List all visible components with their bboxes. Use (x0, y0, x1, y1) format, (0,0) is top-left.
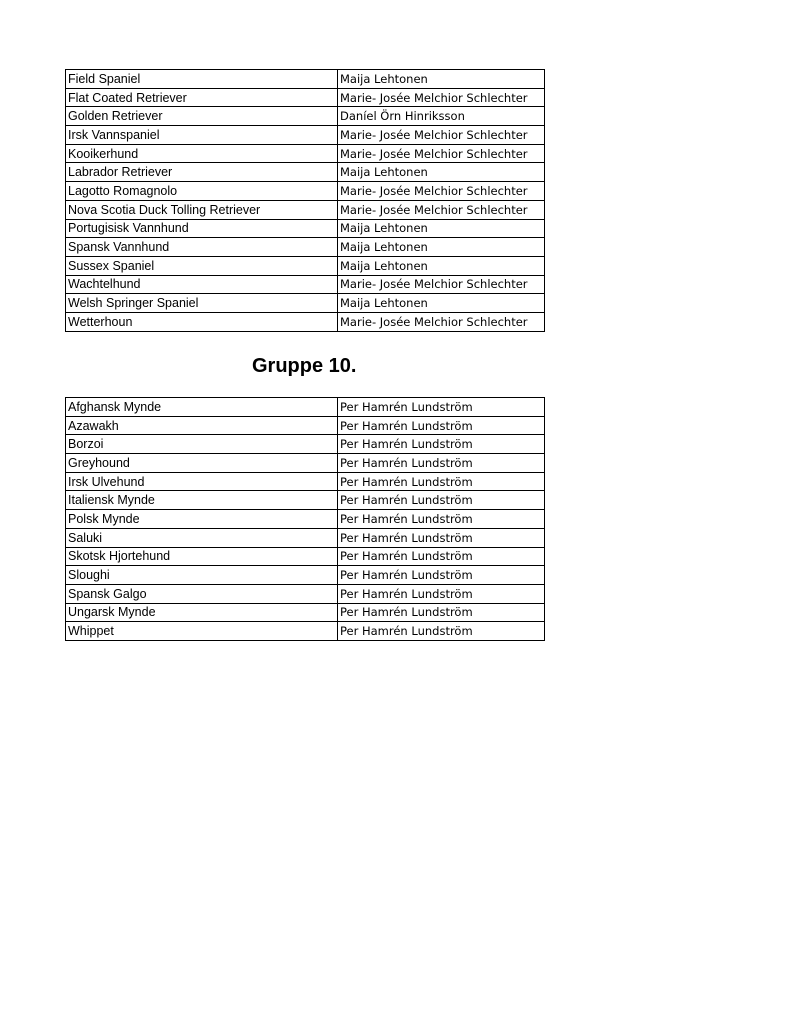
judge-cell: Marie- Josée Melchior Schlechter (338, 200, 545, 219)
breed-cell: Borzoi (66, 435, 338, 454)
judge-cell: Maija Lehtonen (338, 70, 545, 89)
table-row (66, 416, 545, 435)
judge-cell: Marie- Josée Melchior Schlechter (338, 182, 545, 201)
table-row (66, 182, 545, 201)
judge-cell: Per Hamrén Lundström (338, 435, 545, 454)
breed-cell: Saluki (66, 528, 338, 547)
judge-cell: Per Hamrén Lundström (338, 398, 545, 417)
table-body (66, 398, 545, 641)
judge-cell: Maija Lehtonen (338, 294, 545, 313)
judge-cell: Per Hamrén Lundström (338, 584, 545, 603)
breed-cell: Kooikerhund (66, 144, 338, 163)
table-row (66, 435, 545, 454)
judge-cell: Per Hamrén Lundström (338, 603, 545, 622)
table-row (66, 294, 545, 313)
table-row (66, 107, 545, 126)
table-row (66, 622, 545, 641)
table-row (66, 88, 545, 107)
breed-cell: Spansk Vannhund (66, 238, 338, 257)
breed-cell: Greyhound (66, 454, 338, 473)
breed-cell: Italiensk Mynde (66, 491, 338, 510)
breed-cell: Whippet (66, 622, 338, 641)
judge-cell: Marie- Josée Melchior Schlechter (338, 144, 545, 163)
breed-cell: Irsk Vannspaniel (66, 126, 338, 145)
breed-cell: Wachtelhund (66, 275, 338, 294)
table-row (66, 200, 545, 219)
breed-cell: Irsk Ulvehund (66, 472, 338, 491)
judge-cell: Marie- Josée Melchior Schlechter (338, 126, 545, 145)
breed-cell: Nova Scotia Duck Tolling Retriever (66, 200, 338, 219)
table-row (66, 238, 545, 257)
judge-cell: Per Hamrén Lundström (338, 547, 545, 566)
judge-cell: Per Hamrén Lundström (338, 528, 545, 547)
table-row (66, 472, 545, 491)
judge-cell: Marie- Josée Melchior Schlechter (338, 275, 545, 294)
breed-cell: Portugisisk Vannhund (66, 219, 338, 238)
judge-cell: Marie- Josée Melchior Schlechter (338, 88, 545, 107)
breed-cell: Labrador Retriever (66, 163, 338, 182)
judge-cell: Per Hamrén Lundström (338, 566, 545, 585)
breed-cell: Skotsk Hjortehund (66, 547, 338, 566)
judge-cell: Per Hamrén Lundström (338, 416, 545, 435)
judge-cell: Maija Lehtonen (338, 163, 545, 182)
breed-cell: Sloughi (66, 566, 338, 585)
breed-judge-table-group-10 (65, 397, 545, 641)
judge-cell: Per Hamrén Lundström (338, 622, 545, 641)
table-row (66, 603, 545, 622)
breed-cell: Spansk Galgo (66, 584, 338, 603)
judge-cell: Marie- Josée Melchior Schlechter (338, 312, 545, 331)
judge-cell: Per Hamrén Lundström (338, 454, 545, 473)
breed-cell: Polsk Mynde (66, 510, 338, 529)
table-row (66, 566, 545, 585)
table-row (66, 275, 545, 294)
judge-cell: Maija Lehtonen (338, 256, 545, 275)
table-row (66, 126, 545, 145)
judge-cell: Daníel Örn Hinriksson (338, 107, 545, 126)
breed-cell: Sussex Spaniel (66, 256, 338, 275)
table-row (66, 163, 545, 182)
breed-judge-table-group-9 (65, 69, 545, 332)
judge-cell: Per Hamrén Lundström (338, 491, 545, 510)
table-row (66, 454, 545, 473)
table-row (66, 144, 545, 163)
breed-cell: Azawakh (66, 416, 338, 435)
judge-cell: Per Hamrén Lundström (338, 472, 545, 491)
breed-cell: Golden Retriever (66, 107, 338, 126)
table-row (66, 584, 545, 603)
table-row (66, 312, 545, 331)
table-body (66, 70, 545, 332)
table-row (66, 528, 545, 547)
table-row (66, 547, 545, 566)
table-row (66, 491, 545, 510)
table-row (66, 510, 545, 529)
table-row (66, 256, 545, 275)
judge-cell: Maija Lehtonen (338, 238, 545, 257)
breed-cell: Afghansk Mynde (66, 398, 338, 417)
judge-cell: Maija Lehtonen (338, 219, 545, 238)
breed-cell: Field Spaniel (66, 70, 338, 89)
breed-cell: Ungarsk Mynde (66, 603, 338, 622)
breed-cell: Lagotto Romagnolo (66, 182, 338, 201)
judge-cell: Per Hamrén Lundström (338, 510, 545, 529)
table-row (66, 398, 545, 417)
table-row (66, 70, 545, 89)
table-row (66, 219, 545, 238)
group-heading: Gruppe 10. (252, 355, 357, 377)
breed-cell: Welsh Springer Spaniel (66, 294, 338, 313)
breed-cell: Wetterhoun (66, 312, 338, 331)
breed-cell: Flat Coated Retriever (66, 88, 338, 107)
